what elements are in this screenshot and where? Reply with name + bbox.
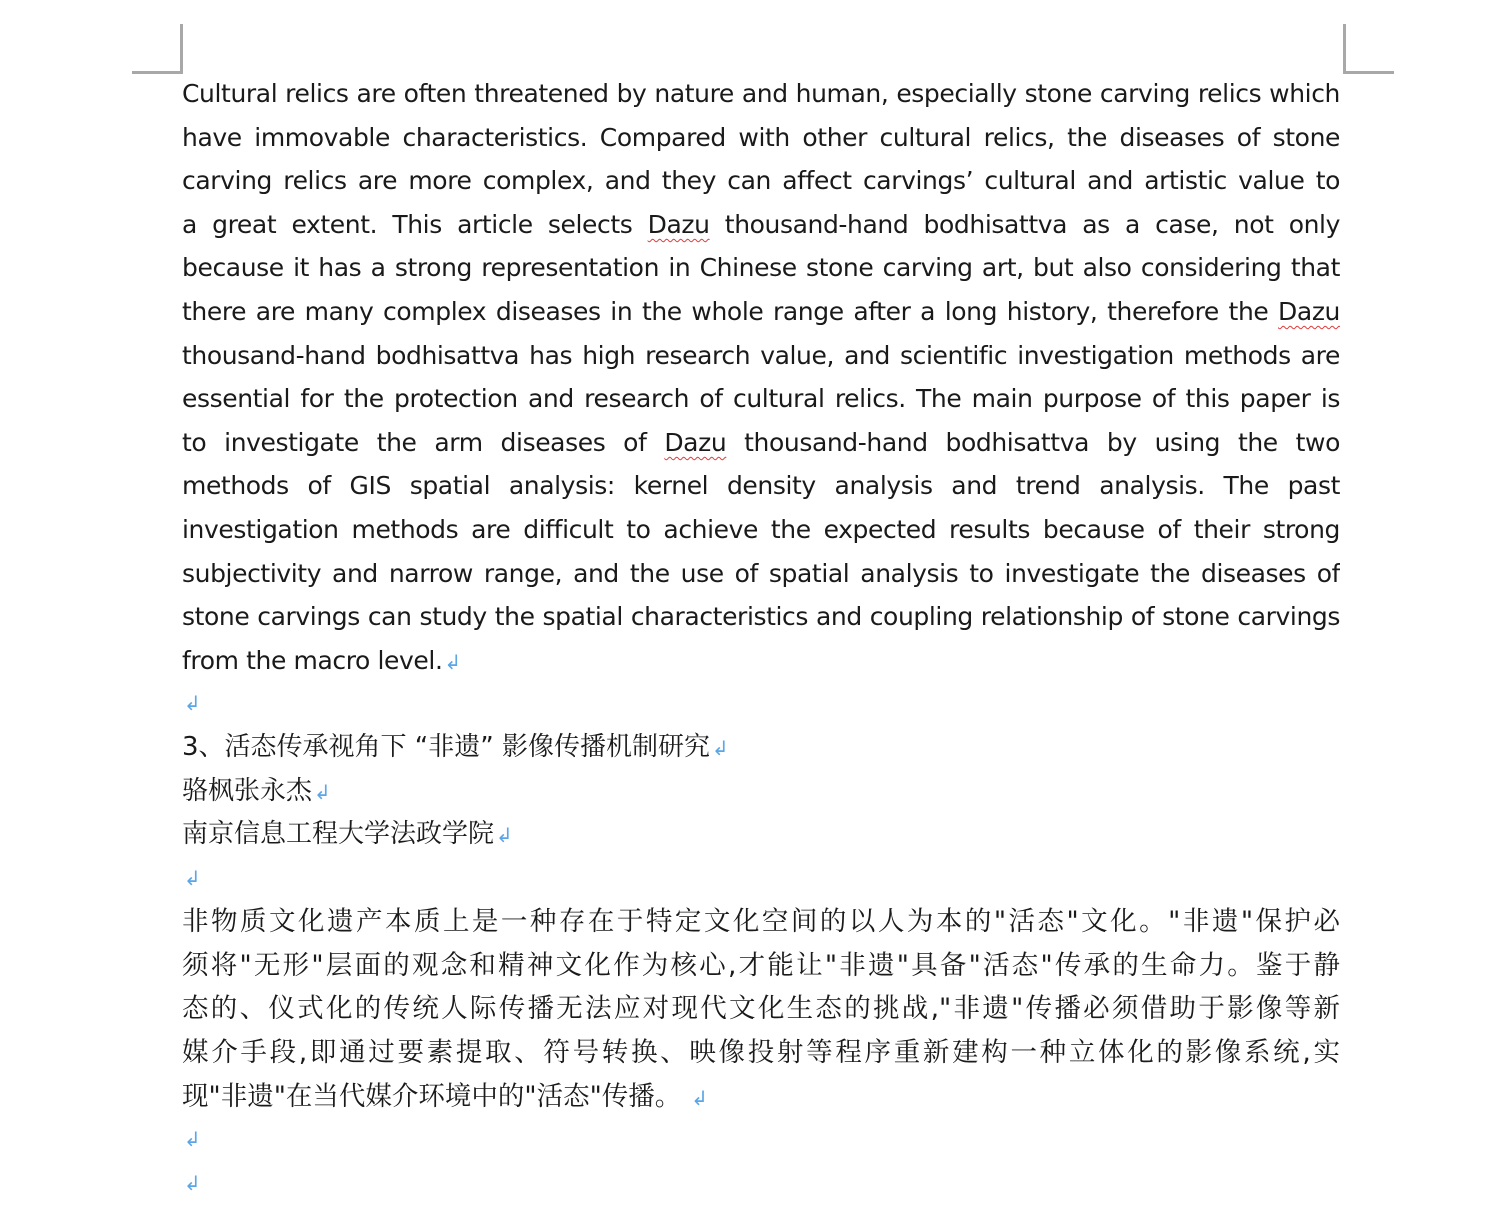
text-line: 须将"无形"层面的观念和精神文化作为核心,才能让"非遗"具备"活态"传承的生命力。鉴于静 [182,949,1340,981]
text-segment: a great extent. This article selects [182,209,648,239]
text-line: 媒介手段,即通过要素提取、符号转换、映像投射等程序重新建构一种立体化的影像系统,实 [182,1037,1340,1069]
affiliation-text: 南京信息工程大学法政学院 [182,819,495,850]
spell-flagged-word: Dazu [664,427,727,457]
text-line [182,159,1340,203]
authors-text: 骆枫张永杰 [182,775,313,806]
text-segment: from the macro level. [182,645,443,675]
text-segment: thousand-hand bodhisattva has high research value, and scientific investigation methods are [182,340,1340,370]
text-segment: carving relics are more complex, and they can affect carvings’ cultural and artistic value to [182,166,1340,196]
spell-flagged-word: Dazu [647,209,710,239]
empty-paragraph [182,682,1340,726]
section-authors [182,770,1340,814]
section-title [182,726,1340,770]
paragraph-mark-icon: ↲ [184,1127,201,1152]
chinese-abstract [182,900,1340,1118]
text-segment: have immovable characteristics. Compared with other cultural relics, the diseases of stone [182,122,1340,152]
text-segment: methods of GIS spatial analysis: kernel density analysis and trend analysis. The past [182,471,1340,501]
text-segment: thousand-hand bodhisattva by using the two [726,427,1340,457]
empty-paragraph [182,1118,1340,1162]
text-segment: thousand-hand bodhisattva as a case, not only [709,209,1340,239]
text-segment: subjectivity and narrow range, and the use of spatial analysis to investigate the diseases of [182,558,1340,588]
text-line [182,116,1340,160]
text-segment: there are many complex diseases in the whole range after a long history, therefore the [182,296,1279,326]
section-affiliation [182,813,1340,857]
page-corner-mark-top-right [1343,24,1394,74]
text-line [182,203,1340,247]
text-line [182,464,1340,508]
empty-paragraph [182,857,1340,901]
text-segment: Cultural relics are often threatened by nature and human, especially stone carving relics which [182,79,1340,108]
paragraph-mark-icon: ↲ [712,735,729,760]
text-line [182,639,1340,683]
text-line [182,290,1340,334]
english-abstract [182,72,1340,682]
text-segment: stone carvings can study the spatial characteristics and coupling relationship of stone carvings [182,602,1340,632]
paragraph-mark-icon: ↲ [314,779,331,804]
paragraph-mark-icon: ↲ [444,649,461,674]
text-line [182,421,1340,465]
paragraph-mark-icon: ↲ [184,1170,201,1195]
text-line [182,72,1340,116]
section-title-text: 3、活态传承视角下 “非遗” 影像传播机制研究 [182,731,711,762]
paragraph-mark-icon: ↲ [691,1085,709,1110]
text-line [182,377,1340,421]
text-segment: investigation methods are difficult to achieve the expected results because of their strong [182,514,1340,544]
paragraph-mark-icon: ↲ [184,691,201,716]
text-line [182,1075,1340,1119]
text-line [182,334,1340,378]
text-line-content: 现"非遗"在当代媒介环境中的"活态"传播。 [182,1080,682,1112]
text-segment: because it has a strong representation in Chinese stone carving art, but also considering that [182,253,1340,283]
text-line: 非物质文化遗产本质上是一种存在于特定文化空间的以人为本的"活态"文化。"非遗"保护必 [182,906,1340,938]
text-segment: essential for the protection and research of cultural relics. The main purpose of this paper is [182,384,1340,414]
document-page[interactable] [182,72,1340,1205]
text-segment: to investigate the arm diseases of [182,427,665,457]
text-line [182,552,1340,596]
page-corner-mark-top-left [132,24,183,74]
paragraph-mark-icon: ↲ [496,823,513,848]
text-line [182,246,1340,290]
spell-flagged-word: Dazu [1278,296,1340,326]
text-line [182,508,1340,552]
text-line [182,595,1340,639]
empty-paragraph [182,1162,1340,1206]
paragraph-mark-icon: ↲ [184,865,201,890]
text-line: 态的、仪式化的传统人际传播无法应对现代文化生态的挑战,"非遗"传播必须借助于影像等新 [182,993,1340,1025]
